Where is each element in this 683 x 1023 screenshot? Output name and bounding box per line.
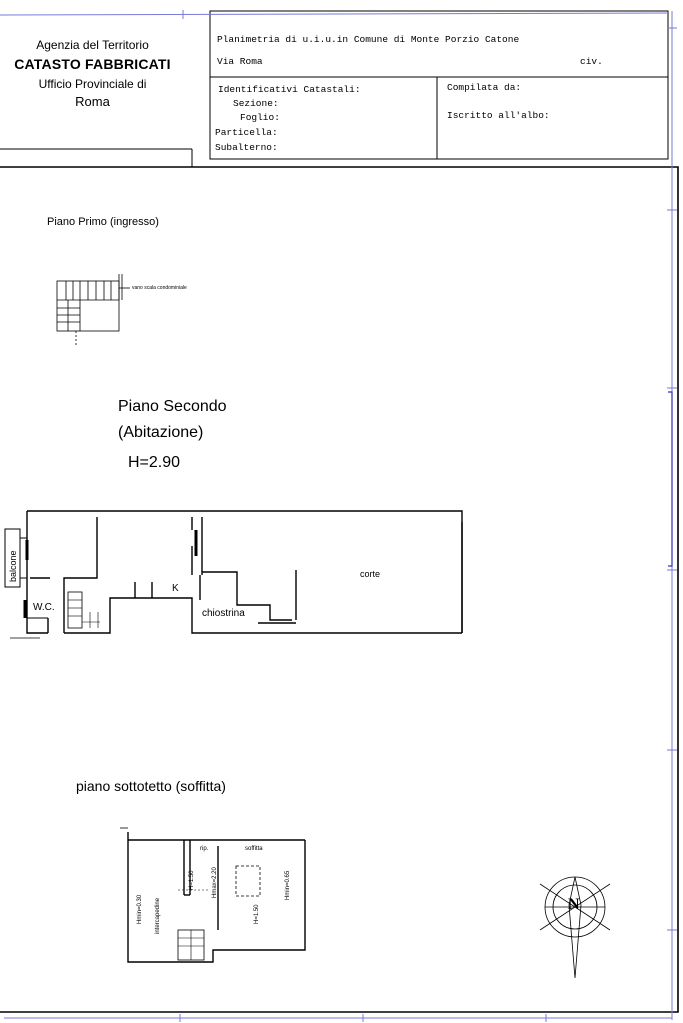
sezione-label: Sezione: (233, 98, 279, 109)
room-label-wc: W.C. (33, 602, 55, 613)
civ-label: civ. (580, 56, 603, 67)
label-hmax-220: Hmax=2.20 (212, 867, 218, 898)
floor-secondo-height: H=2.90 (128, 454, 181, 471)
label-h150-right: H=1.50 (254, 904, 260, 924)
iscritto-label: Iscritto all'albo: (447, 110, 550, 121)
agency-city: Roma (75, 94, 110, 109)
room-label-balcone: balcone (8, 550, 18, 582)
identificativi-label: Identificativi Catastali: (218, 84, 361, 95)
compass-rose-icon (540, 877, 610, 978)
compass-north-label: N (568, 896, 580, 913)
agency-name: Agenzia del Territorio (36, 38, 149, 52)
plan-title: Planimetria di u.i.u.in Comune di Monte Porzio Catone (217, 34, 520, 45)
foglio-label: Foglio: (240, 112, 280, 123)
frame-tick-marks (0, 10, 677, 1022)
label-intercapedine: intercapedine (155, 897, 161, 934)
street-address: Via Roma (217, 56, 263, 67)
room-label-chiostrina: chiostrina (202, 608, 245, 619)
floor-sottotetto-title: piano sottotetto (soffitta) (76, 778, 226, 794)
label-soffitta: soffitta (245, 846, 263, 852)
floor-secondo-title: Piano Secondo (118, 398, 227, 415)
particella-label: Particella: (215, 127, 278, 138)
room-label-corte: corte (360, 569, 381, 579)
room-label-k: K (172, 583, 179, 594)
compilata-label: Compilata da: (447, 82, 522, 93)
stair-note: vano scala condominiale (132, 285, 187, 291)
frame-bracket (668, 392, 672, 566)
label-rip: rip. (200, 846, 209, 852)
label-hmin-030: Hmin=0.30 (137, 894, 143, 924)
floor-primo-title: Piano Primo (ingresso) (47, 216, 159, 228)
stair-primo (57, 274, 130, 346)
agency-catasto-title: CATASTO FABBRICATI (14, 56, 171, 72)
subalterno-label: Subalterno: (215, 142, 278, 153)
label-hmin-065: Hmin=0.65 (285, 870, 291, 900)
label-h150-left: H=1.50 (189, 870, 195, 890)
floor-secondo-subtitle: (Abitazione) (118, 424, 204, 441)
agency-office: Ufficio Provinciale di (38, 77, 147, 91)
